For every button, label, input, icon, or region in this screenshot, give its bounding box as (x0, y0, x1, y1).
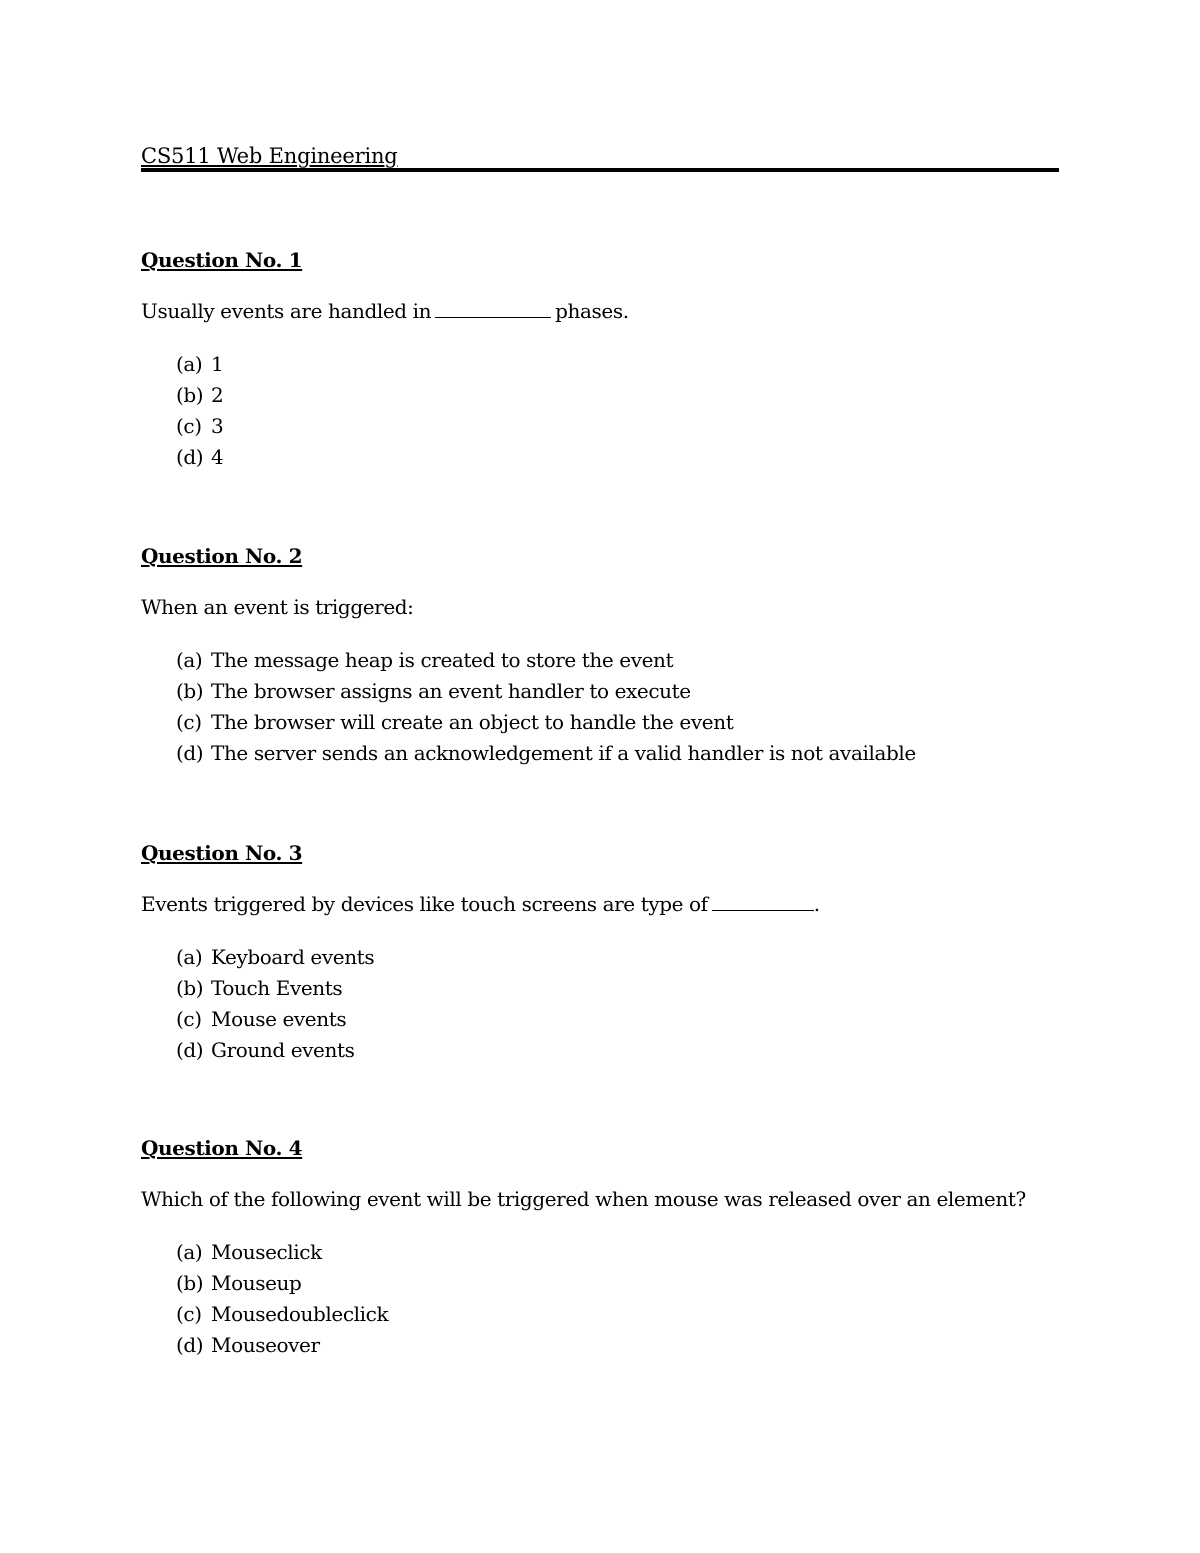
option-d (176, 738, 1091, 769)
option-text: Mouseup (211, 1271, 302, 1295)
option-letter: (d) (176, 741, 204, 765)
question-text (141, 891, 1091, 917)
option-text: The browser assigns an event handler to execute (211, 679, 691, 703)
option-letter: (c) (176, 1007, 202, 1031)
question-text (141, 594, 1091, 620)
option-letter: (c) (176, 710, 202, 734)
option-d (176, 1035, 1091, 1066)
option-letter: (a) (176, 1240, 203, 1264)
option-c (176, 1004, 1091, 1035)
question-heading: Question No. 1 (141, 248, 303, 272)
option-list (176, 645, 1091, 769)
option-text: Mouseover (211, 1333, 320, 1357)
option-a (176, 645, 1091, 676)
option-text: 1 (211, 352, 224, 376)
option-list (176, 1237, 1091, 1361)
option-a (176, 942, 1091, 973)
option-letter: (a) (176, 648, 203, 672)
option-text: Ground events (211, 1038, 355, 1062)
option-letter: (b) (176, 679, 204, 703)
option-letter: (c) (176, 414, 202, 438)
option-text: Keyboard events (211, 945, 375, 969)
option-text: The server sends an acknowledgement if a valid handler is not available (211, 741, 916, 765)
option-text: Mouseclick (211, 1240, 322, 1264)
question-heading: Question No. 2 (141, 544, 303, 568)
option-letter: (b) (176, 383, 204, 407)
option-text: 4 (211, 445, 224, 469)
option-letter: (d) (176, 445, 204, 469)
question-text (141, 298, 1091, 324)
header-rule (141, 168, 1059, 172)
option-letter: (d) (176, 1333, 204, 1357)
answer-blank (435, 299, 551, 318)
question-3 (141, 840, 1091, 1066)
option-letter: (a) (176, 945, 203, 969)
option-b (176, 973, 1091, 1004)
option-text: The message heap is created to store the event (211, 648, 674, 672)
question-text-before: Usually events are handled in (141, 299, 432, 323)
option-list (176, 349, 1091, 473)
option-d (176, 442, 1091, 473)
option-letter: (c) (176, 1302, 202, 1326)
option-c (176, 707, 1091, 738)
question-1 (141, 247, 1091, 473)
question-heading: Question No. 3 (141, 841, 303, 865)
option-a (176, 349, 1091, 380)
option-list (176, 942, 1091, 1066)
option-text: 2 (211, 383, 224, 407)
question-2 (141, 543, 1091, 769)
option-b (176, 1268, 1091, 1299)
question-text-before: Events triggered by devices like touch screens are type of (141, 892, 708, 916)
answer-blank (712, 892, 814, 911)
question-text-before: Which of the following event will be triggered when mouse was released over an element? (141, 1187, 1026, 1211)
option-d (176, 1330, 1091, 1361)
page-header (141, 143, 1059, 169)
question-text (141, 1186, 1091, 1212)
option-text: 3 (211, 414, 224, 438)
option-text: The browser will create an object to handle the event (211, 710, 734, 734)
option-text: Touch Events (211, 976, 343, 1000)
option-b (176, 380, 1091, 411)
option-b (176, 676, 1091, 707)
question-text-before: When an event is triggered: (141, 595, 414, 619)
option-letter: (b) (176, 976, 204, 1000)
option-c (176, 1299, 1091, 1330)
option-letter: (d) (176, 1038, 204, 1062)
option-text: Mouse events (211, 1007, 347, 1031)
question-text-after: phases. (555, 299, 629, 323)
option-text: Mousedoubleclick (211, 1302, 389, 1326)
option-c (176, 411, 1091, 442)
question-heading: Question No. 4 (141, 1136, 303, 1160)
option-a (176, 1237, 1091, 1268)
option-letter: (a) (176, 352, 203, 376)
option-letter: (b) (176, 1271, 204, 1295)
question-4 (141, 1135, 1091, 1361)
question-text-after: . (813, 892, 820, 916)
course-title: CS511 Web Engineering (141, 144, 398, 168)
